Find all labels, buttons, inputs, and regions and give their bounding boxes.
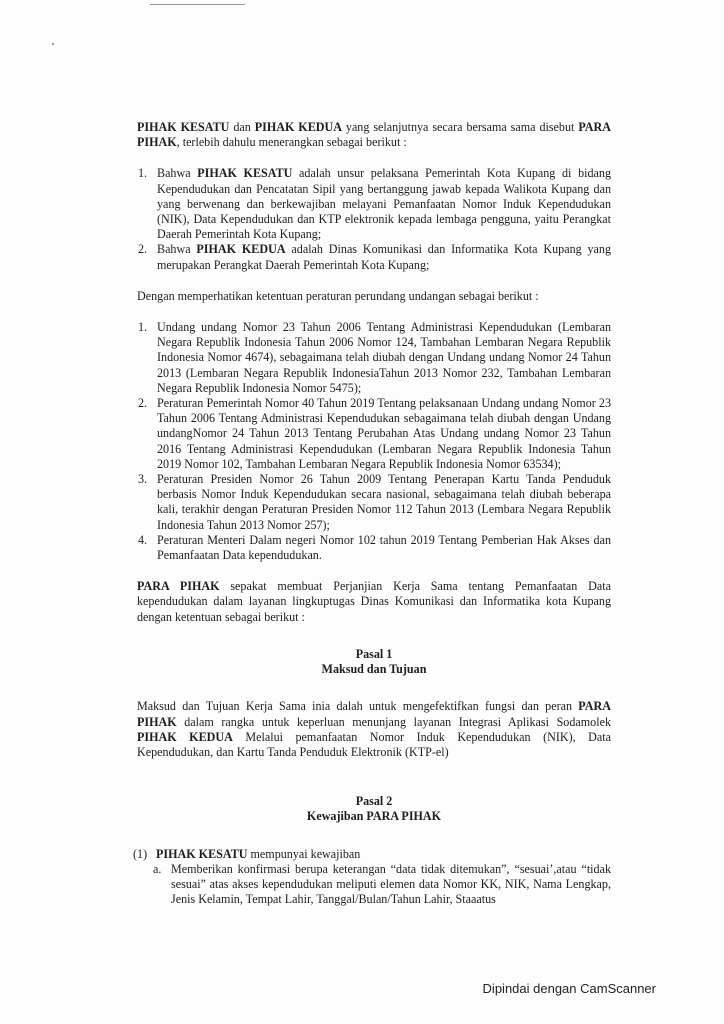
obligation-item-1 bbox=[133, 846, 611, 862]
party-pre: Bahwa bbox=[157, 242, 197, 257]
party-item-2 bbox=[137, 242, 611, 272]
pasal-1-pihak-kedua: PIHAK KEDUA bbox=[137, 729, 233, 744]
obligation-number: (1) bbox=[133, 846, 148, 861]
party-name: PIHAK KEDUA bbox=[196, 242, 286, 257]
subitem-text: Memberikan konfirmasi berupa keterangan “data tidak ditemukan”, “sesuai’,atau “tidak sesuai” atas akses kependudukan meliputi elemen data Nomor KK, NIK, Nama Lengkap, Jenis Kelamin, Tempat Lahir, Tanggal/Bulan/Tahun Lahir, Staaatus bbox=[171, 861, 611, 907]
party-number: 1. bbox=[138, 166, 148, 181]
regulation-item-4 bbox=[137, 533, 611, 563]
pasal-1-text-3: Melalui pemanfaatan Nomor Induk Kependudukan (NIK), Data Kependudukan, dan Kartu Tanda Penduduk Elektronik (KTP-el) bbox=[137, 729, 611, 759]
regulation-text: Peraturan Pemerintah Nomor 40 Tahun 2019 Tentang pelaksanaan Undang undang Nomor 23 Tahun 2006 Tentang Administrasi Kependudukan sebagaimana telah diubah dengan Undang undangNomor 24 Tahun 2013 Tentang Perubahan Atas Undang undang Nomor 23 Tahun 2016 Tentang Administrasi Kependudukan (Lembaran Negara Republik Indonesia Tahun 2019 Nomor 102, Tambahan Lembaran Negara Republik Indonesia Nomor 63534); bbox=[157, 396, 611, 471]
camscanner-watermark: Dipindai dengan CamScanner bbox=[482, 981, 656, 996]
intro-text-1: yang selanjutnya secara bersama sama disebut bbox=[341, 120, 579, 134]
regulation-number: 3. bbox=[138, 472, 148, 487]
regulation-item-2 bbox=[137, 396, 611, 472]
scan-speck bbox=[52, 43, 54, 45]
obligation-subitem-a bbox=[153, 862, 611, 908]
regulation-text: Peraturan Presiden Nomor 26 Tahun 2009 Tentang Penerapan Kartu Tanda Penduduk berbasis Nomor Induk Kependudukan secara nasional, sebagaimana telah diubah beberapa kali, terakhir dengan Peraturan Presiden Nomor 112 Tahun 2013 (Lembara Negara Republik Indonesia Tahun 2013 Nomor 257); bbox=[157, 472, 611, 532]
top-edge-line bbox=[150, 4, 245, 5]
party-description: adalah Dinas Komunikasi dan Informatika Kota Kupang yang merupakan Perangkat Daerah Pemerintah Kota Kupang; bbox=[157, 242, 611, 272]
pasal-1-text-2: dalam rangka untuk keperluan menunjang layanan Integrasi Aplikasi Sodamolek bbox=[176, 714, 611, 729]
regulation-number: 4. bbox=[138, 532, 148, 547]
regulation-text: Undang undang Nomor 23 Tahun 2006 Tentang Administrasi Kependudukan (Lembaran Negara Republik Indonesia Tahun 2006 Nomor 124, Tambahan Lembaran Negara Republik Indonesia Nomor 4674), sebagaimana telah diubah dengan Undang undang Nomor 24 Tahun 2013 (Lembaran Negara Republik IndonesiaTahun 2013 Nomor 232, Tambahan Lembaran Negara Republik Indonesia Nomor 5475); bbox=[157, 320, 611, 395]
document-body bbox=[133, 120, 612, 907]
parties-list bbox=[137, 166, 611, 272]
regulation-text: Peraturan Menteri Dalam negeri Nomor 102 tahun 2019 Tentang Pemberian Hak Akses dan Pemanfaatan Data kependudukan. bbox=[157, 532, 611, 563]
pasal-1-para-pihak: PARA PIHAK bbox=[137, 699, 611, 729]
pasal-1-text-1: Maksud dan Tujuan Kerja Sama inia dalah untuk mengefektifkan fungsi dan peran bbox=[137, 699, 579, 714]
pasal-1-number: Pasal 1 bbox=[355, 646, 393, 661]
intro-pihak-kedua: PIHAK KEDUA bbox=[254, 120, 342, 134]
intro-para-pihak: PARA PIHAK bbox=[137, 120, 612, 150]
intro-text-2: , terlebih dahulu menerangkan sebagai berikut : bbox=[176, 135, 407, 150]
party-pre: Bahwa bbox=[157, 166, 198, 181]
pasal-1-title: Maksud dan Tujuan bbox=[321, 662, 427, 677]
intro-and: dan bbox=[229, 120, 255, 134]
intro-pihak-kesatu: PIHAK KESATU bbox=[137, 120, 230, 134]
pasal-1-body bbox=[137, 699, 611, 760]
regulation-number: 1. bbox=[138, 320, 148, 335]
regulation-number: 2. bbox=[138, 396, 148, 411]
regulations-list bbox=[137, 320, 611, 563]
obligation-party: PIHAK KESATU bbox=[156, 846, 248, 861]
pasal-2-number: Pasal 2 bbox=[355, 794, 393, 809]
regulations-intro: Dengan memperhatikan ketentuan peraturan perundang undangan sebagai berikut : bbox=[137, 288, 539, 303]
subitem-letter: a. bbox=[153, 861, 162, 876]
agreement-paragraph bbox=[137, 579, 611, 625]
agreement-text: sepakat membuat Perjanjian Kerja Sama tentang Pemanfaatan Data kependudukan dalam layanan lingkuptugas Dinas Komunikasi dan Informatika kota Kupang dengan ketentuan sebagai berikut : bbox=[137, 579, 611, 624]
regulation-item-3 bbox=[137, 472, 611, 533]
party-item-1 bbox=[137, 166, 611, 242]
regulation-item-1 bbox=[137, 320, 611, 396]
pasal-2-title: Kewajiban PARA PIHAK bbox=[306, 809, 442, 824]
intro-paragraph bbox=[137, 120, 611, 150]
obligation-text: mempunyai kewajiban bbox=[247, 846, 361, 861]
party-description: adalah unsur pelaksana Pemerintah Kota Kupang di bidang Kependudukan dan Pencatatan Sipil yang bertanggung jawab kepada Walikota Kupang dan yang berwenang dan berkewajiban melayani Pemanfaatan Nomor Induk Kependudukan (NIK), Data Kependudukan dan KTP elektronik kepada lembaga pengguna, yaitu Perangkat Daerah Pemerintah Kota Kupang; bbox=[157, 166, 611, 242]
party-number: 2. bbox=[138, 242, 148, 257]
party-name: PIHAK KESATU bbox=[197, 166, 293, 181]
agreement-para-pihak: PARA PIHAK bbox=[137, 579, 220, 594]
